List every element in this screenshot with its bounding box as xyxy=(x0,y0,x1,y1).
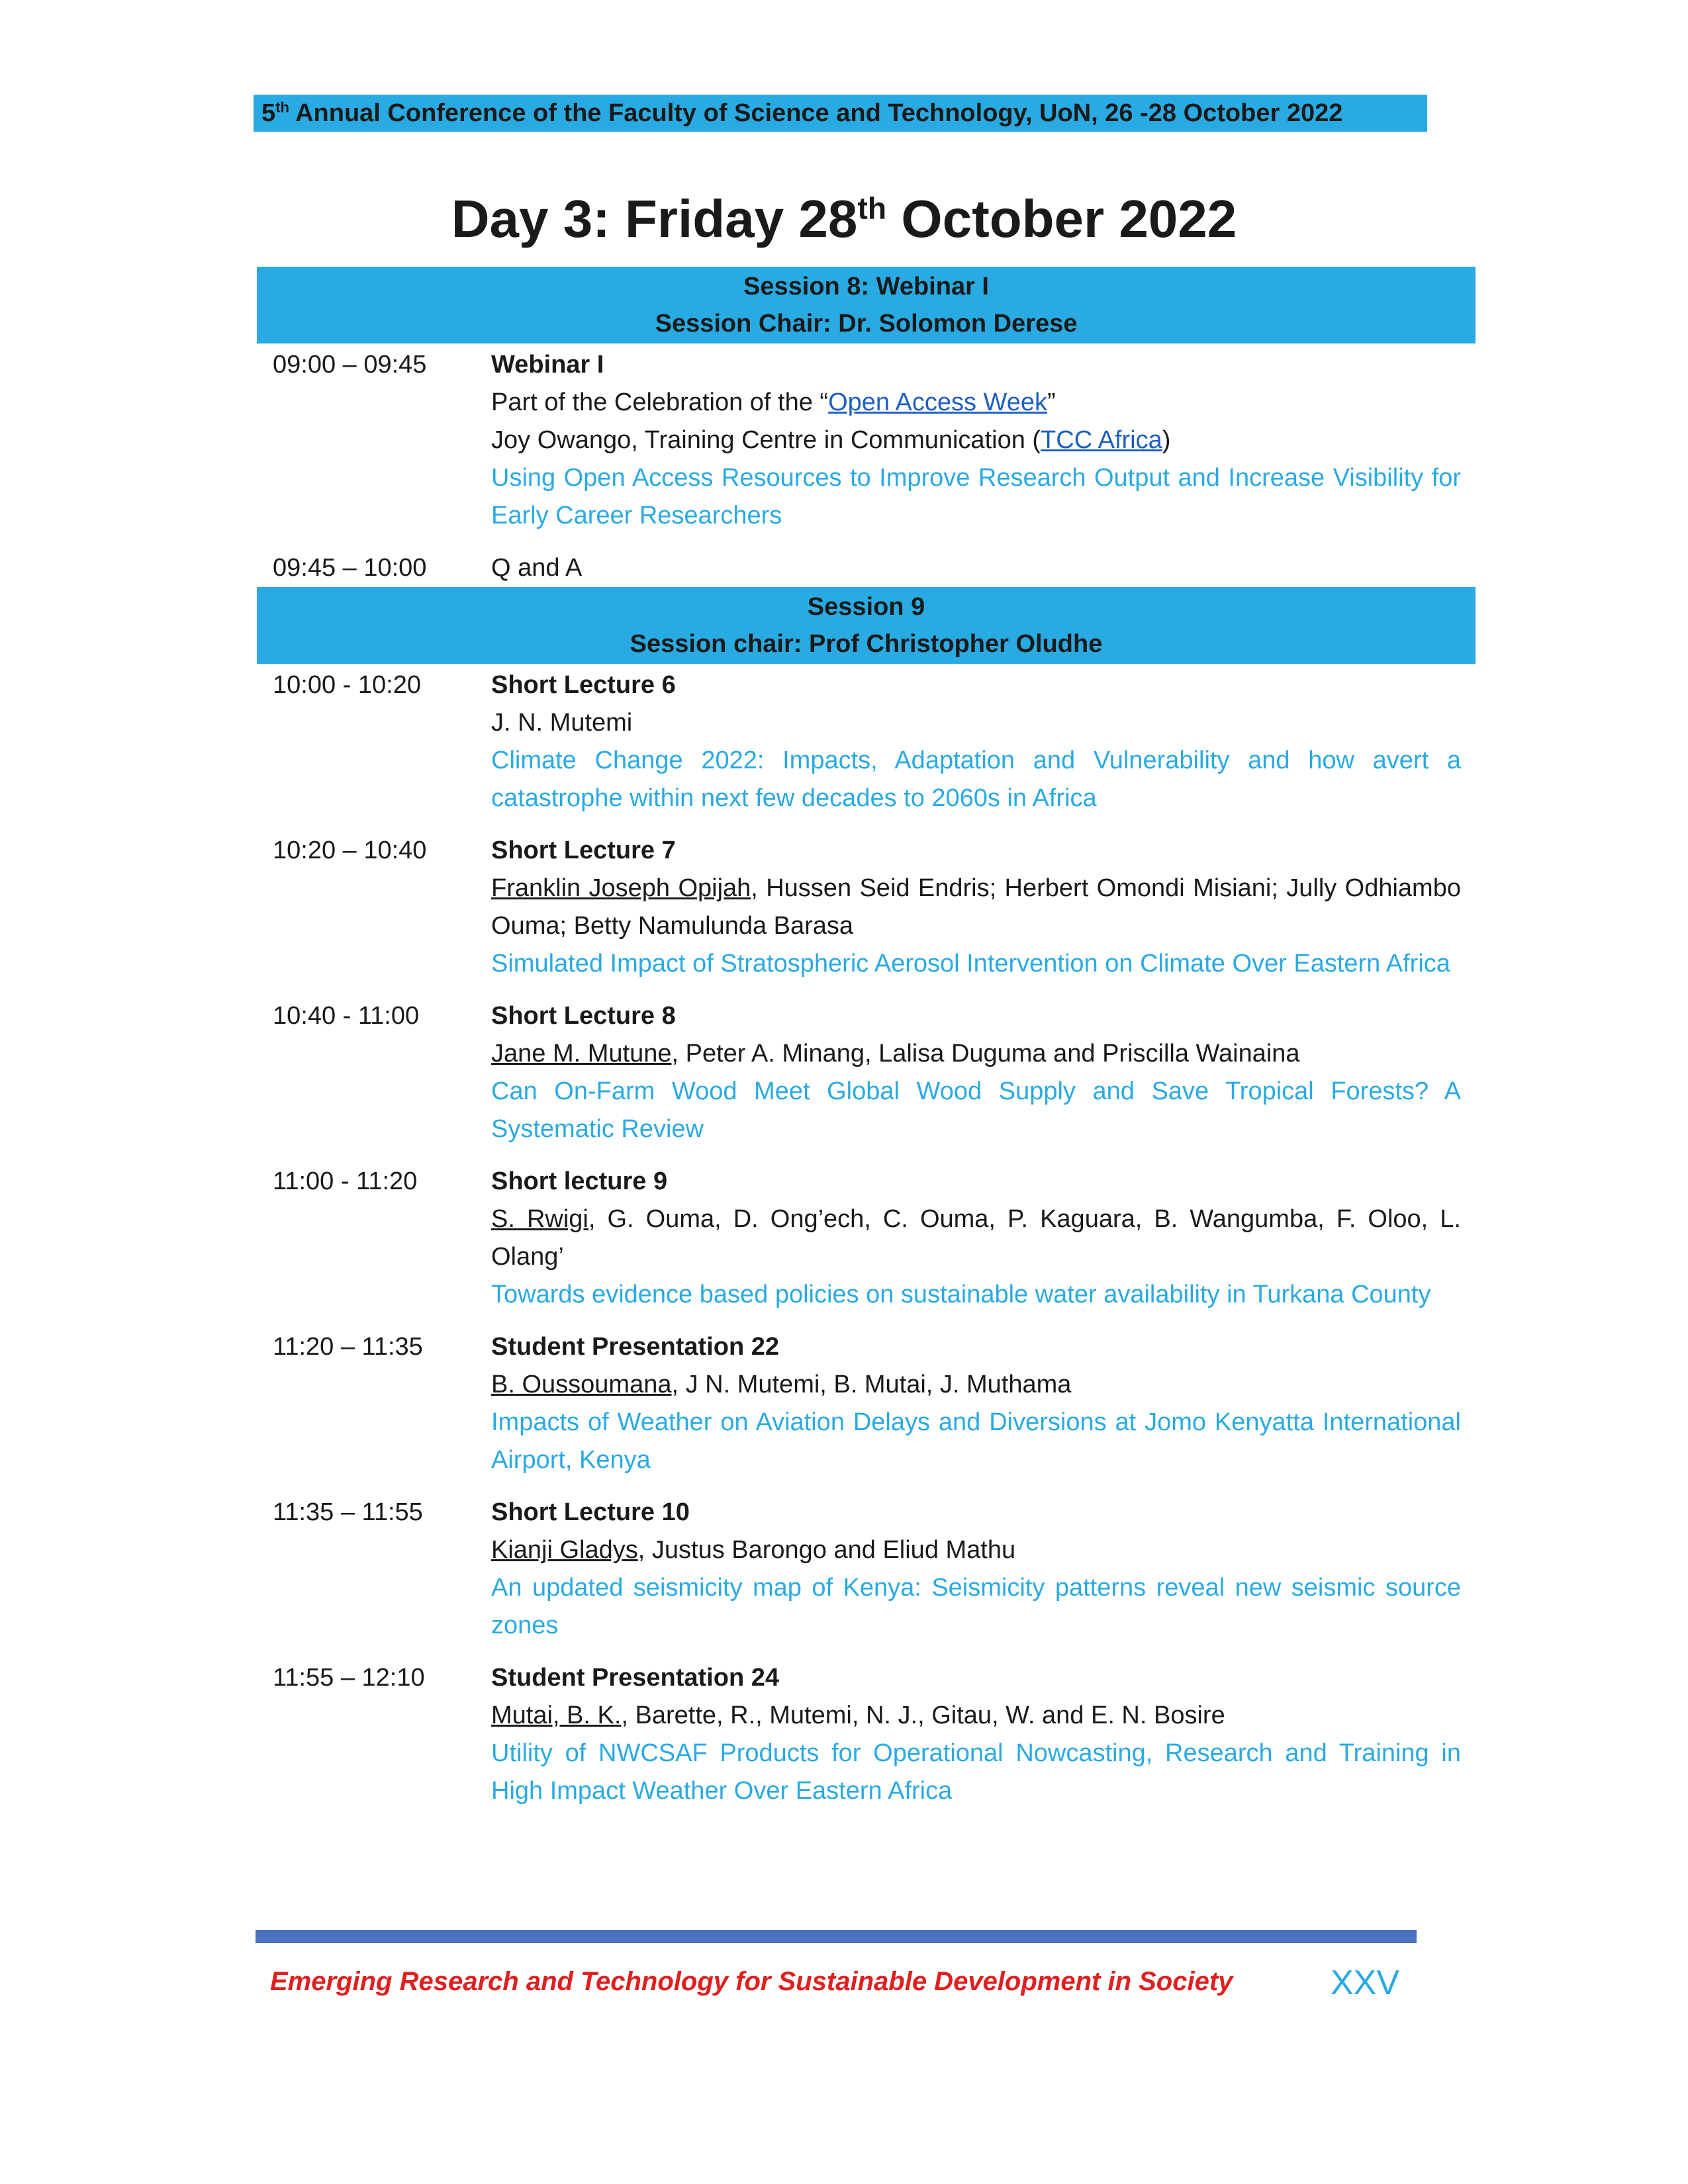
session-9-chair: Session chair: Prof Christopher Oludhe xyxy=(630,630,1103,658)
page-title xyxy=(0,189,1688,250)
talk-title: Towards evidence based policies on sustainable water availability in Turkana County xyxy=(491,1281,1431,1308)
programme-entry xyxy=(257,1494,1476,1645)
session-8-chair: Session Chair: Dr. Solomon Derese xyxy=(655,310,1078,338)
entry-time: 11:55 – 12:10 xyxy=(273,1664,425,1692)
webinar-line-1-post: ” xyxy=(1047,388,1056,416)
entry-content xyxy=(491,1494,1476,1645)
entry-coauthors: J. N. Mutemi xyxy=(491,709,633,737)
entry-presenter: S. Rwigi xyxy=(491,1205,588,1233)
entry-title: Short Lecture 7 xyxy=(491,837,676,864)
entry-content xyxy=(491,1328,1476,1479)
entry-time: 10:00 - 10:20 xyxy=(273,671,421,699)
entry-authors xyxy=(491,1201,1461,1276)
programme-entry xyxy=(257,1659,1476,1810)
entry-title: Short Lecture 8 xyxy=(491,1002,676,1030)
open-access-week-link[interactable]: Open Access Week xyxy=(828,388,1047,416)
entry-presenter: Franklin Joseph Opijah xyxy=(491,874,751,902)
entry-presenter: Mutai, B. K. xyxy=(491,1702,622,1729)
talk-title: Can On-Farm Wood Meet Global Wood Supply and Save Tropical Forests? A Systematic Review xyxy=(491,1077,1461,1143)
entry-coauthors: , Peter A. Minang, Lalisa Duguma and Priscilla Wainaina xyxy=(671,1040,1300,1068)
programme-entry xyxy=(257,832,1476,983)
webinar-line-2 xyxy=(491,422,1461,459)
session-9-banner xyxy=(257,587,1476,664)
entry-title: Student Presentation 22 xyxy=(491,1333,779,1361)
footer-rule xyxy=(256,1930,1417,1943)
entry-authors xyxy=(491,1531,1461,1569)
entry-coauthors: , Justus Barongo and Eliud Mathu xyxy=(637,1536,1016,1564)
webinar-line-1 xyxy=(491,384,1461,422)
programme-entry xyxy=(257,1328,1476,1479)
webinar-line-2-pre: Joy Owango, Training Centre in Communication ( xyxy=(491,426,1041,454)
entry-presenter: Jane M. Mutune xyxy=(491,1040,672,1068)
entry-content xyxy=(491,997,1476,1148)
title-post: October 2022 xyxy=(886,189,1237,248)
entry-content xyxy=(491,1163,1476,1314)
entry-title: Webinar I xyxy=(491,351,604,379)
entry-time: 09:00 – 09:45 xyxy=(273,351,427,379)
footer-tagline: Emerging Research and Technology for Sustainable Development in Society xyxy=(270,1967,1233,1996)
entry-content xyxy=(491,832,1476,983)
entry-content xyxy=(491,346,1476,535)
entry-title: Student Presentation 24 xyxy=(491,1664,779,1692)
talk-title: Utility of NWCSAF Products for Operational Nowcasting, Research and Training in High Impact Weather Over Eastern Africa xyxy=(491,1739,1461,1805)
entry-presenter: Kianji Gladys xyxy=(491,1536,638,1564)
tcc-africa-link[interactable]: TCC Africa xyxy=(1041,426,1162,454)
entry-title: Short lecture 9 xyxy=(491,1167,668,1195)
webinar-entry xyxy=(257,346,1476,535)
talk-title: An updated seismicity map of Kenya: Seismicity patterns reveal new seismic source zones xyxy=(491,1574,1461,1639)
conference-num: 5 xyxy=(261,99,276,127)
programme-entry xyxy=(257,1163,1476,1314)
qa-entry xyxy=(257,549,1476,587)
session-9-name: Session 9 xyxy=(807,593,925,621)
entry-coauthors: , Hussen Seid Endris; Herbert Omondi Misiani; Jully Odhiambo Ouma; Betty Namulunda Barasa xyxy=(491,874,1461,940)
entry-authors xyxy=(491,1697,1461,1735)
entry-time: 10:20 – 10:40 xyxy=(273,837,427,864)
entry-time: 11:00 - 11:20 xyxy=(273,1167,418,1195)
entry-content xyxy=(491,549,1476,587)
programme-entry xyxy=(257,666,1476,817)
webinar-line-2-post: ) xyxy=(1162,426,1171,454)
conference-sup: th xyxy=(275,99,289,116)
talk-title: Using Open Access Resources to Improve Research Output and Increase Visibility for Early Career Researchers xyxy=(491,464,1461,529)
conference-header xyxy=(254,95,1427,132)
entry-coauthors: , Barette, R., Mutemi, N. J., Gitau, W. and E. N. Bosire xyxy=(621,1702,1225,1729)
entry-authors xyxy=(491,1366,1461,1404)
title-pre: Day 3: Friday 28 xyxy=(451,189,858,248)
entry-time: 10:40 - 11:00 xyxy=(273,1002,420,1030)
entry-authors xyxy=(491,1035,1461,1073)
page-number: XXV xyxy=(1331,1964,1400,2002)
programme xyxy=(257,267,1476,1825)
entry-presenter: B. Oussoumana xyxy=(491,1371,672,1398)
entry-coauthors: , G. Ouma, D. Ong’ech, C. Ouma, P. Kaguara, B. Wangumba, F. Oloo, L. Olang’ xyxy=(491,1205,1461,1271)
entry-authors xyxy=(491,870,1461,945)
entry-content xyxy=(491,1659,1476,1810)
entry-time: 11:20 – 11:35 xyxy=(273,1333,423,1361)
programme-entry xyxy=(257,997,1476,1148)
session-8-name: Session 8: Webinar I xyxy=(743,273,989,300)
session-8-banner xyxy=(257,267,1476,343)
entry-time: 09:45 – 10:00 xyxy=(273,554,427,582)
entry-coauthors: , J N. Mutemi, B. Mutai, J. Muthama xyxy=(671,1371,1072,1398)
title-sup: th xyxy=(857,191,887,226)
talk-title: Impacts of Weather on Aviation Delays and Diversions at Jomo Kenyatta International Airport, Kenya xyxy=(491,1408,1461,1474)
entry-content xyxy=(491,666,1476,817)
entry-title: Short Lecture 10 xyxy=(491,1498,690,1526)
webinar-line-1-pre: Part of the Celebration of the “ xyxy=(491,388,829,416)
entry-title: Short Lecture 6 xyxy=(491,671,676,699)
entry-time: 11:35 – 11:55 xyxy=(273,1498,423,1526)
entry-authors xyxy=(491,704,1461,742)
conference-text: Annual Conference of the Faculty of Science and Technology, UoN, 26 -28 October 2022 xyxy=(289,99,1343,127)
entry-title: Q and A xyxy=(491,554,583,582)
talk-title: Climate Change 2022: Impacts, Adaptation and Vulnerability and how avert a catastrophe within next few decades to 2060s in Africa xyxy=(491,747,1461,812)
talk-title: Simulated Impact of Stratospheric Aerosol Intervention on Climate Over Eastern Africa xyxy=(491,950,1450,978)
